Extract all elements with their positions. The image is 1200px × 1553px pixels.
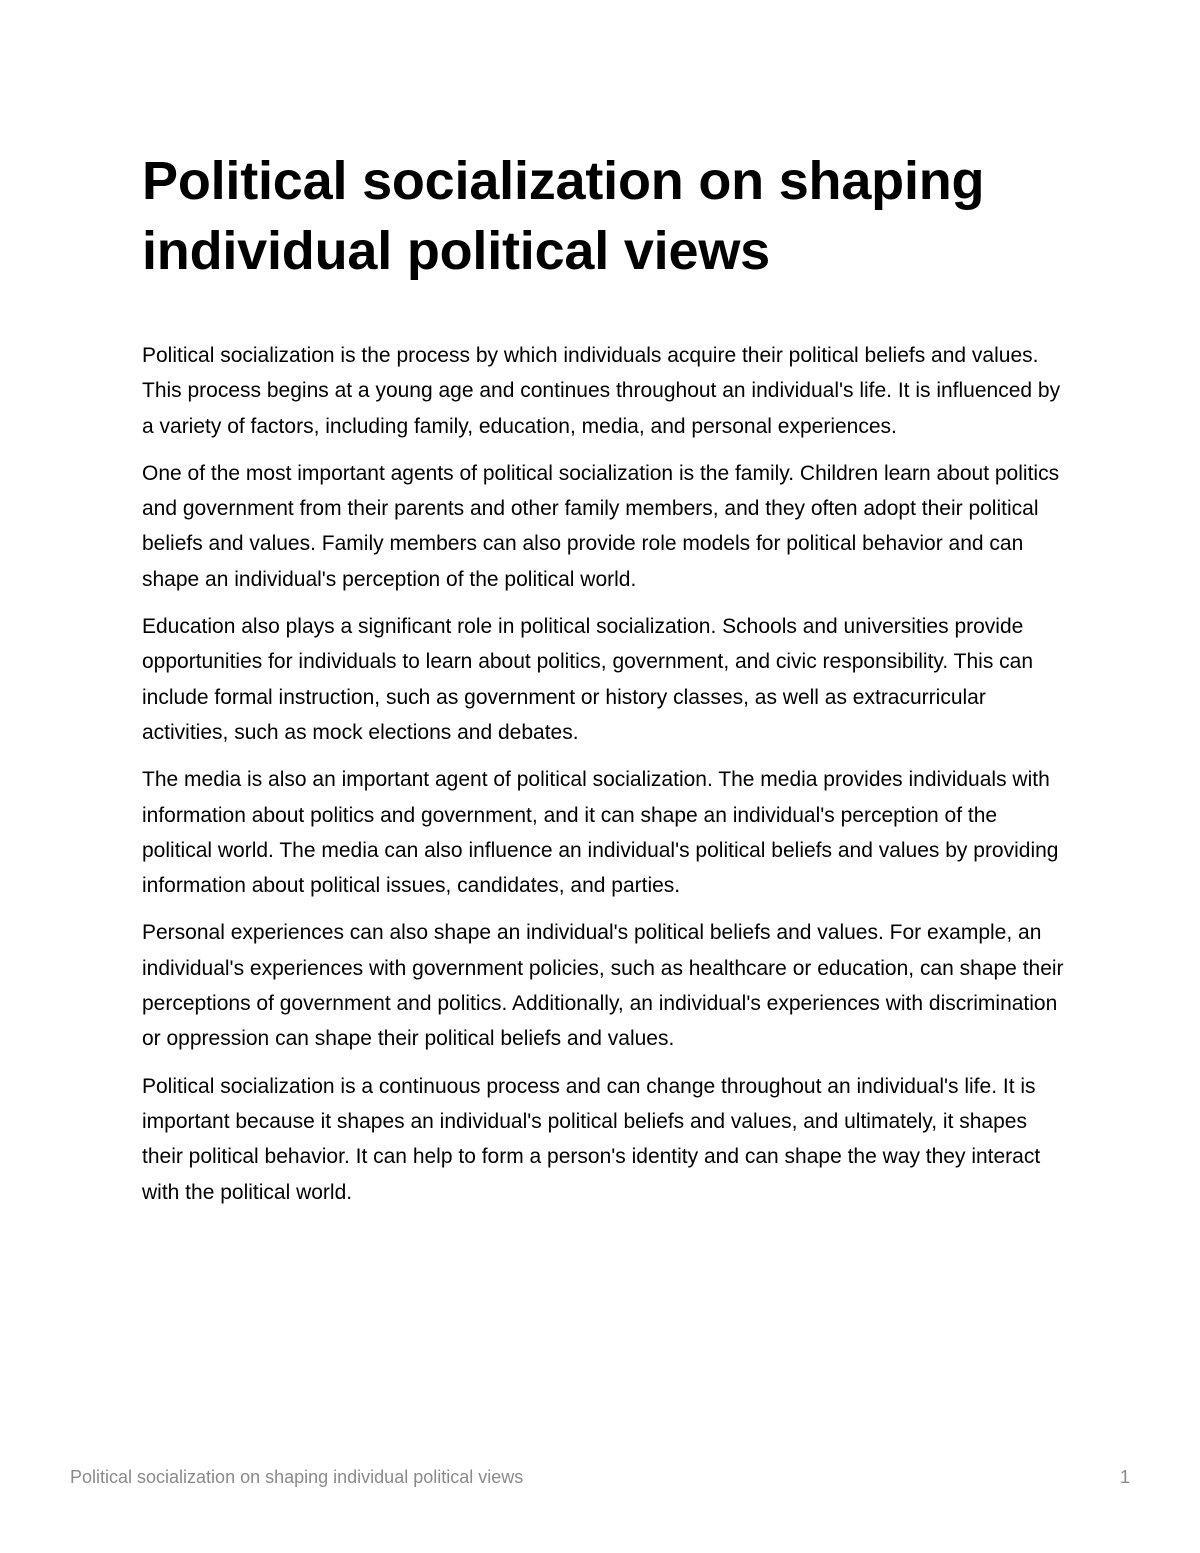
body-paragraph-5: Personal experiences can also shape an individual's political beliefs and values. For example, an individual's experiences with government policies, such as healthcare or education, can shape their perceptions of government and politics. Additionally, an individual's experiences with discrimination or oppression can shape their political beliefs and values.	[142, 921, 1064, 1051]
document-content	[142, 146, 1072, 1222]
footer-page-number: 1	[1119, 1467, 1130, 1487]
document-title: Political socialization on shaping individual political views	[142, 151, 985, 281]
body-paragraph-6: Political socialization is a continuous process and can change throughout an individual's life. It is important because it shapes an individual's political beliefs and values, and ultimately, it shapes their political behavior. It can help to form a person's identity and can shape the way they interact with the political world.	[142, 1074, 1041, 1204]
body-paragraph-4: The media is also an important agent of political socialization. The media provides individuals with information about politics and government, and it can shape an individual's perception of the political world. The media can also influence an individual's political beliefs and values by providing information about political issues, candidates, and parties.	[142, 768, 1059, 898]
body-paragraph-3: Education also plays a significant role in political socialization. Schools and universities provide opportunities for individuals to learn about politics, government, and civic responsibility. This can include formal instruction, such as government or history classes, as well as extracurricular activities, such as mock elections and debates.	[142, 615, 1034, 744]
body-paragraph-1: Political socialization is the process by which individuals acquire their political beliefs and values. This process begins at a young age and continues throughout an individual's life. It is influenced by a variety of factors, including family, education, media, and personal experiences.	[142, 344, 1061, 438]
body-paragraph-2: One of the most important agents of political socialization is the family. Children learn about politics and government from their parents and other family members, and they often adopt their political beliefs and values. Family members can also provide role models for political behavior and can shape an individual's perception of the political world.	[142, 461, 1060, 591]
footer-document-title: Political socialization on shaping individual political views	[70, 1467, 524, 1487]
